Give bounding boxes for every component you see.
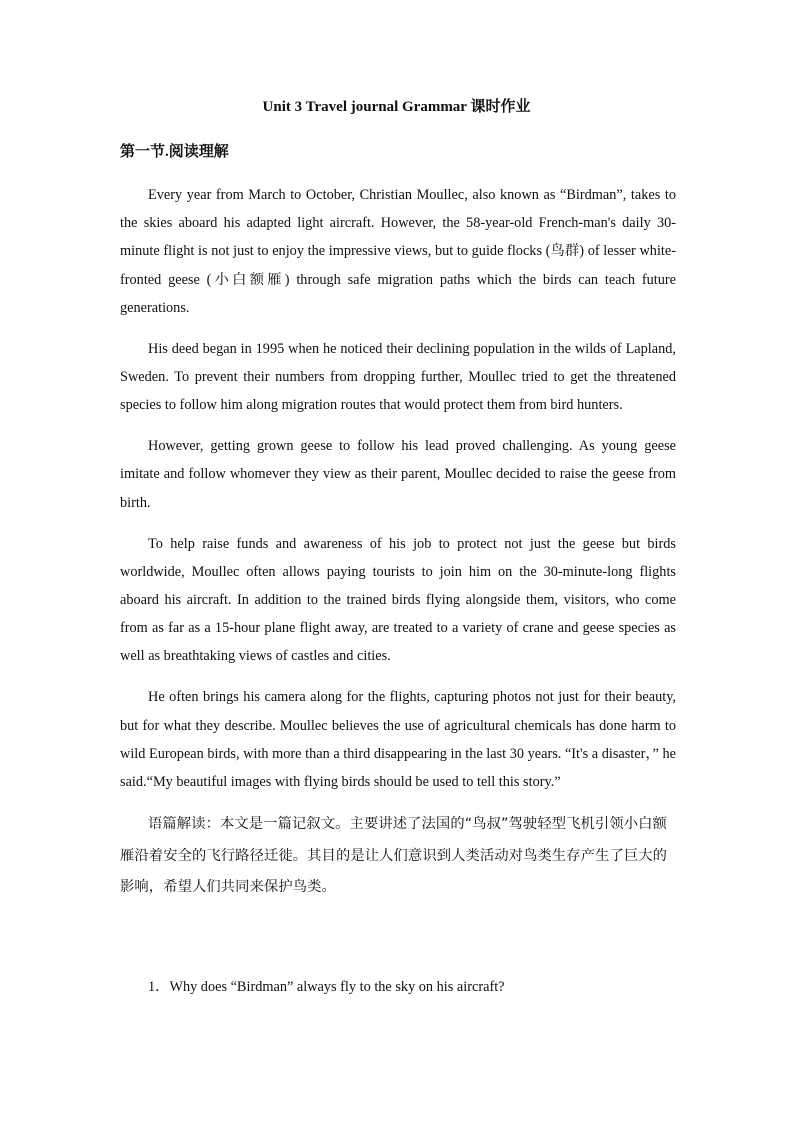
question-1: 1．Why does “Birdman” always fly to the sky on his aircraft? [148, 979, 505, 995]
paragraph-4: To help raise funds and awareness of his job to protect not just the geese but birds worldwide, Moullec often allows paying tourists to join him on the 30-minute-long flights aboard his aircraft. In addition to the trained birds flying alongside them, visitors, who come from as far as a 15-hour plane flight away, are treated to a variety of crane and geese species as well as breathtaking views of castles and cities. [120, 535, 676, 665]
section-heading: 第一节.阅读理解 [120, 144, 229, 160]
document-title: Unit 3 Travel journal Grammar 课时作业 [262, 99, 531, 115]
paragraph-1: Every year from March to October, Christian Moullec, also known as “Birdman”, takes to the skies aboard his adapted light aircraft. However, the 58-year-old French-man's daily 30-minute flight is not just to enjoy the impressive views, but to guide flocks (鸟群) of lesser white-fronted geese (小白额雁) through safe migration paths which the birds can teach future generations. [120, 187, 676, 316]
paragraph-5: He often brings his camera along for the flights, capturing photos not just for their beauty, but for what they describe. Moullec believes the use of agricultural chemicals has done harm to wild European birds, with more than a third disappearing in the last 30 years. “It's a disaster，” he said.“My beautiful images with flying birds should be used to tell this story.” [120, 689, 676, 791]
passage-analysis: 语篇解读：本文是一篇记叙文。主要讲述了法国的“鸟叔”驾驶轻型飞机引领小白额雁沿着安全的飞行路径迁徙。其目的是让人们意识到人类活动对鸟类生存产生了巨大的影响，希望人们共同来保护鸟类。 [120, 816, 668, 896]
article-body [120, 181, 676, 916]
paragraph-2: His deed began in 1995 when he noticed their declining population in the wilds of Lapland, Sweden. To prevent their numbers from dropping further, Moullec tried to get the threatened species to follow him along migration routes that would protect them from bird hunters. [120, 340, 676, 414]
paragraph-3: However, getting grown geese to follow his lead proved challenging. As young geese imitate and follow whomever they view as their parent, Moullec decided to raise the geese from birth. [120, 438, 676, 511]
